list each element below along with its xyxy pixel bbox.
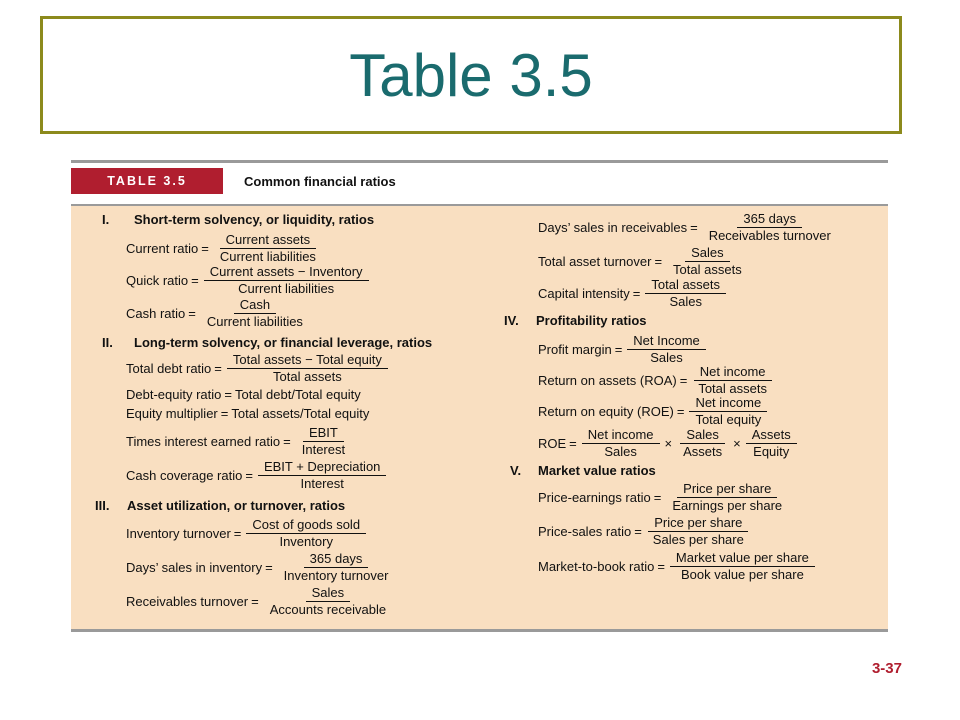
denominator: Sales <box>604 444 637 459</box>
ratio-label: Days’ sales in receivables <box>538 220 688 235</box>
equals-sign: = <box>251 594 259 609</box>
ratio-profit-margin <box>538 334 708 365</box>
fraction <box>212 233 324 264</box>
fraction <box>294 426 353 457</box>
ratio-capital-intensity <box>538 278 728 309</box>
numerator: EBIT + Depreciation <box>258 460 386 476</box>
ratio-label: Total asset turnover <box>538 254 652 269</box>
ratio-label: Return on equity (ROE) <box>538 404 674 419</box>
fraction <box>244 518 368 549</box>
fraction <box>701 212 839 243</box>
section-heading-turnover <box>95 498 345 513</box>
denominator: Sales per share <box>652 532 744 547</box>
denominator: Total assets <box>698 381 767 396</box>
ratio-label: Days’ sales in inventory <box>126 560 263 575</box>
ratio-days-inventory <box>126 552 396 583</box>
fraction <box>202 265 371 296</box>
ratio-inventory-turnover <box>126 518 368 549</box>
denominator: Interest <box>301 442 346 457</box>
denominator: Total equity <box>695 412 762 427</box>
ratio-cash <box>126 298 311 329</box>
fraction <box>668 551 817 582</box>
numerator: 365 days <box>304 552 369 568</box>
fraction <box>256 460 388 491</box>
numerator: EBIT <box>303 426 344 442</box>
fraction <box>645 516 752 547</box>
table-tag: TABLE 3.5 <box>71 168 223 194</box>
ratio-label: Capital intensity <box>538 286 630 301</box>
equals-sign: = <box>653 490 662 505</box>
equals-sign: = <box>614 342 623 357</box>
numerator: Net income <box>689 396 767 412</box>
ratio-label: Equity multiplier <box>126 406 218 421</box>
ratio-expression: Total debt/Total equity <box>234 387 361 402</box>
ratio-label: Total debt ratio <box>126 361 212 376</box>
numerator: Cash <box>234 298 276 314</box>
denominator: Accounts receivable <box>269 602 387 617</box>
equals-sign: = <box>654 254 663 269</box>
numerator: Cost of goods sold <box>246 518 366 534</box>
numerator: Sales <box>306 586 351 602</box>
equals-sign: = <box>679 373 688 388</box>
ratio-label: Current ratio <box>126 241 199 256</box>
ratio-roe-dupont <box>538 428 799 459</box>
section-heading-leverage <box>102 335 432 350</box>
slide-title-box <box>40 16 902 134</box>
ratio-roa <box>538 365 775 396</box>
denominator: Current liabilities <box>206 314 303 329</box>
equals-sign: = <box>214 361 222 376</box>
equals-sign: = <box>634 524 642 539</box>
denominator: Inventory <box>279 534 333 549</box>
numerator: Total assets − Total equity <box>227 353 388 369</box>
denominator: Inventory turnover <box>283 568 389 583</box>
section-number: V. <box>510 463 522 478</box>
equals-sign: = <box>233 526 242 541</box>
equals-sign: = <box>188 306 196 321</box>
denominator: Earnings per share <box>672 498 783 513</box>
section-title: Long-term solvency, or financial leverage, ratios <box>134 335 433 350</box>
table-top-rule <box>71 160 888 163</box>
equals-sign: = <box>569 436 577 451</box>
equals-sign: = <box>676 404 685 419</box>
ratio-current <box>126 233 324 264</box>
ratio-label: Receivables turnover <box>126 594 249 609</box>
fraction <box>664 482 790 513</box>
ratio-price-earnings <box>538 482 790 513</box>
table-bottom-rule <box>71 629 888 632</box>
equals-sign: = <box>283 434 291 449</box>
section-title: Short-term solvency, or liquidity, ratios <box>134 212 375 227</box>
ratio-label: Cash coverage ratio <box>126 468 243 483</box>
denominator: Equity <box>753 444 790 459</box>
fraction <box>675 428 730 459</box>
fraction <box>225 353 390 384</box>
ratio-label: Cash ratio <box>126 306 186 321</box>
numerator: Total assets <box>645 278 726 294</box>
fraction <box>262 586 394 617</box>
numerator: Price per share <box>648 516 748 532</box>
fraction <box>276 552 397 583</box>
denominator: Current liabilities <box>219 249 316 264</box>
ratio-total-asset-turnover <box>538 246 750 277</box>
section-heading-market-value <box>510 463 656 478</box>
numerator: 365 days <box>737 212 802 228</box>
ratio-label: Profit margin <box>538 342 612 357</box>
ratio-label: Inventory turnover <box>126 526 231 541</box>
equals-sign: = <box>191 273 199 288</box>
section-title: Profitability ratios <box>536 313 647 328</box>
section-number: III. <box>95 498 110 513</box>
numerator: Price per share <box>677 482 777 498</box>
denominator: Current liabilities <box>238 281 335 296</box>
ratio-label: Price-sales ratio <box>538 524 632 539</box>
numerator: Sales <box>680 428 725 444</box>
ratio-total-debt <box>126 353 390 384</box>
equals-sign: = <box>265 560 273 575</box>
ratio-debt-equity <box>126 387 361 402</box>
numerator: Current assets <box>220 233 317 249</box>
slide-title: Table 3.5 <box>349 41 593 109</box>
ratio-label: ROE <box>538 436 567 451</box>
ratio-label: Times interest earned ratio <box>126 434 281 449</box>
fraction <box>580 428 662 459</box>
multiply-sign: × <box>733 436 741 451</box>
denominator: Interest <box>300 476 344 491</box>
denominator: Sales <box>669 294 702 309</box>
numerator: Sales <box>685 246 730 262</box>
ratio-label: Return on assets (ROA) <box>538 373 677 388</box>
section-title: Asset utilization, or turnover, ratios <box>127 498 346 513</box>
denominator: Book value per share <box>680 567 804 582</box>
fraction <box>690 365 775 396</box>
ratio-cash-coverage <box>126 460 388 491</box>
equals-sign: = <box>690 220 698 235</box>
equals-sign: = <box>220 406 229 421</box>
ratio-quick <box>126 265 371 296</box>
ratio-market-to-book <box>538 551 817 582</box>
numerator: Net Income <box>627 334 705 350</box>
fraction <box>643 278 728 309</box>
numerator: Net income <box>694 365 772 381</box>
ratio-equity-multiplier <box>126 406 369 421</box>
denominator: Receivables turnover <box>708 228 831 243</box>
ratio-label: Debt-equity ratio <box>126 387 222 402</box>
page-number: 3-37 <box>871 660 902 677</box>
fraction <box>625 334 707 365</box>
equals-sign: = <box>632 286 641 301</box>
ratio-roe <box>538 396 769 427</box>
section-title: Market value ratios <box>538 463 656 478</box>
section-heading-profitability <box>504 313 647 328</box>
financial-ratios-table <box>71 160 888 632</box>
ratio-label: Quick ratio <box>126 273 189 288</box>
fraction <box>665 246 750 277</box>
table-header-rule <box>71 204 888 206</box>
fraction <box>687 396 769 427</box>
numerator: Net income <box>582 428 660 444</box>
equals-sign: = <box>245 468 253 483</box>
section-number: IV. <box>504 313 519 328</box>
denominator: Total assets <box>273 369 342 384</box>
ratio-label: Market-to-book ratio <box>538 559 655 574</box>
multiply-sign: × <box>664 436 673 451</box>
ratio-receivables-turnover <box>126 586 394 617</box>
denominator: Assets <box>683 444 723 459</box>
ratio-label: Price-earnings ratio <box>538 490 651 505</box>
ratio-days-receivables <box>538 212 839 243</box>
denominator: Total assets <box>673 262 742 277</box>
table-caption: Common financial ratios <box>244 174 396 189</box>
ratio-times-interest <box>126 426 353 457</box>
equals-sign: = <box>201 241 209 256</box>
numerator: Assets <box>746 428 797 444</box>
fraction <box>199 298 311 329</box>
equals-sign: = <box>224 387 232 402</box>
equals-sign: = <box>657 559 665 574</box>
ratio-price-sales <box>538 516 752 547</box>
section-number: II. <box>102 335 113 350</box>
denominator: Sales <box>650 350 683 365</box>
section-number: I. <box>102 212 110 227</box>
numerator: Market value per share <box>670 551 815 567</box>
fraction <box>744 428 799 459</box>
numerator: Current assets − Inventory <box>204 265 369 281</box>
section-heading-liquidity <box>102 212 374 227</box>
ratio-expression: Total assets/Total equity <box>231 406 370 421</box>
